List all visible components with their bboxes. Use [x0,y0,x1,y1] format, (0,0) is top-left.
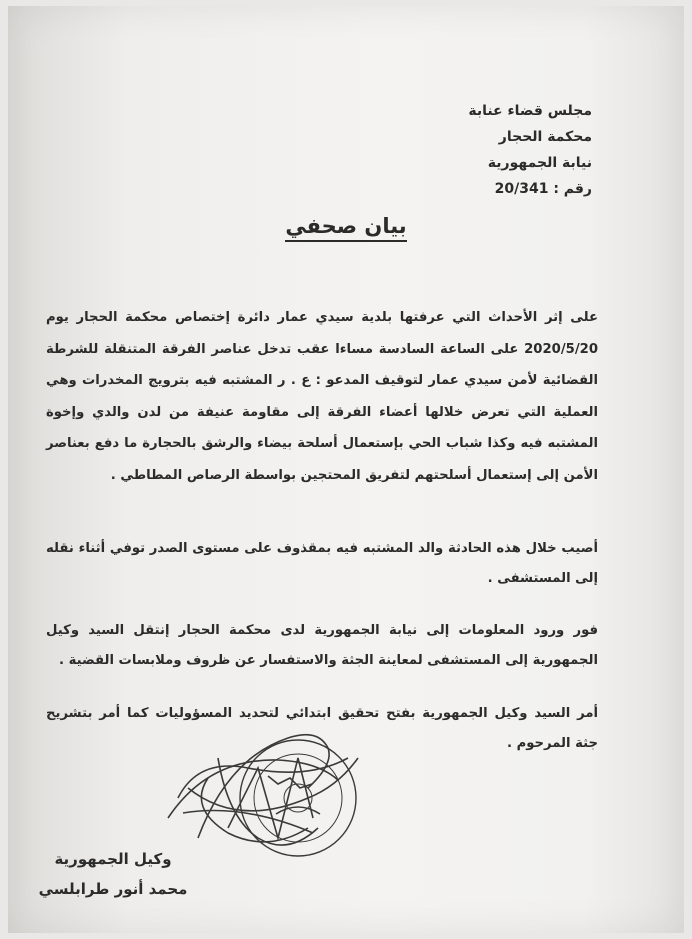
page-title [8,214,684,238]
council-name: مجلس قضاء عنابة [468,103,592,119]
signatory-title: وكيل الجمهورية [54,850,172,868]
paragraph-3: فور ورود المعلومات إلى نيابة الجمهورية لدى محكمة الحجار إنتقل السيد وكيل الجمهورية إلى المستشفى لمعاينة الجثة والاستفسار عن ظروف وملابسات القضية . [46,623,598,668]
paragraph-1: على إثر الأحداث التي عرفتها بلدية سيدي عمار دائرة إختصاص محكمة الحجار يوم 2020/5/20 على الساعة السادسة مساءا عقب تدخل عناصر الفرقة المتنقلة للشرطة القضائية لأمن سيدي عمار لتوقيف المدعو : ع . ر المشتبه فيه بترويج المخدرات وهي العملية التي تعرض خلالها أعضاء الفرقة إلى مقاومة عنيفة من لدن والدي وإخوة المشتبه فيه وكذا شباب الحي بإستعمال أسلحة بيضاء والرشق بالحجارة ما دفع بعناصر الأمن إلى إستعمال أسلحتهم لتفريق المحتجين بواسطة الرصاص المطاطي . [46,310,598,483]
signatory-name: محمد أنور طرابلسي [38,880,188,898]
prosecution-office: نيابة الجمهورية [487,155,592,171]
official-stamp-signature [158,718,378,868]
reference-label: رقم : [553,181,592,197]
paragraph-2: أصيب خلال هذه الحادثة والد المشتبه فيه بمقذوف على مستوى الصدر توفي أثناء نقله إلى المستشفى . [46,541,598,586]
reference-number: 20/341 [494,181,549,197]
reference-line [468,176,592,202]
document-page [8,6,684,933]
document-header [468,98,592,202]
paragraph-4: أمر السيد وكيل الجمهورية بفتح تحقيق ابتدائي لتحديد المسؤوليات كما أمر بتشريح جثة المرحوم . [46,706,598,751]
title-text: بيان صحفي [285,214,406,242]
court-name: محكمة الحجار [498,129,592,145]
signature-block [38,844,188,904]
